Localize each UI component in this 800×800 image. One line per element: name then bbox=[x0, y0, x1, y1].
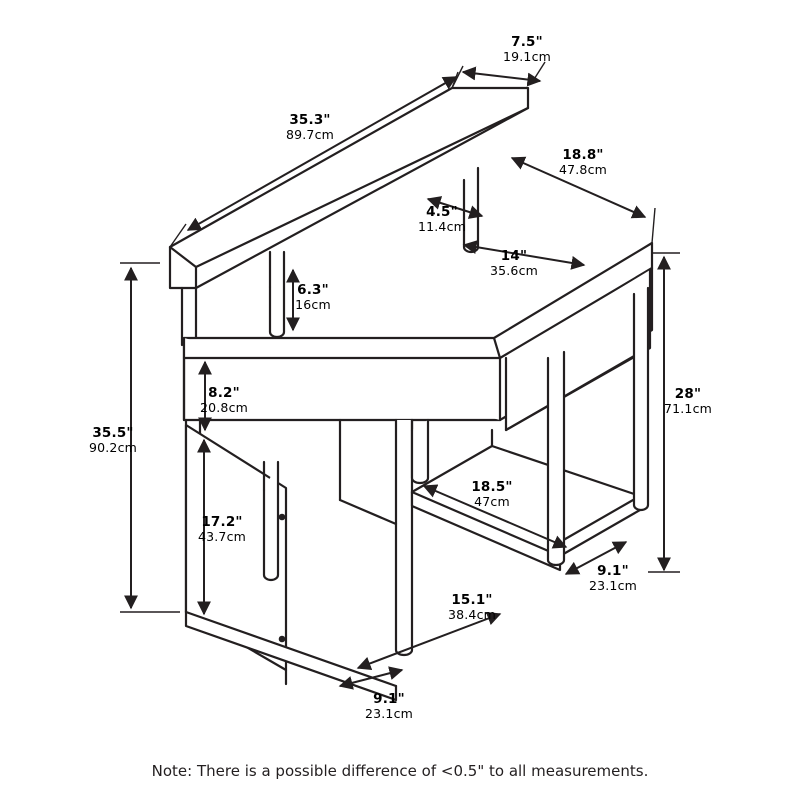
dim-imperial: 18.5" bbox=[471, 478, 513, 495]
shelf-lower-right-side bbox=[560, 496, 640, 556]
dim-label-left-shelf-clearance bbox=[198, 515, 246, 543]
dim-metric: 47.8cm bbox=[558, 161, 608, 177]
leg-center-back bbox=[412, 420, 428, 483]
shelf-bottom-left-front bbox=[186, 612, 396, 700]
dim-imperial: 6.3" bbox=[297, 281, 329, 298]
dim-imperial: 35.3" bbox=[289, 111, 331, 128]
underside-edge-left-lower bbox=[340, 500, 396, 524]
dim-metric: 71.1cm bbox=[663, 400, 713, 416]
dim-label-desktop-rear-width bbox=[490, 249, 538, 277]
dim-imperial: 8.2" bbox=[208, 384, 240, 401]
dim-imperial: 28" bbox=[674, 385, 702, 402]
dim-metric: 90.2cm bbox=[88, 439, 138, 455]
hutch-leg-mid bbox=[270, 252, 284, 337]
dim-metric: 38.4cm bbox=[447, 606, 497, 622]
measurement-note: Note: There is a possible difference of <0.5" to all measurements. bbox=[151, 762, 649, 780]
dim-metric: 19.1cm bbox=[502, 48, 552, 64]
dim-metric: 11.4cm bbox=[417, 218, 467, 234]
extline-top-shelf-width-b bbox=[452, 72, 458, 88]
dim-label-left-foot-depth bbox=[365, 692, 413, 720]
dim-label-bottom-shelf-width bbox=[448, 593, 496, 621]
dim-imperial: 9.1" bbox=[597, 562, 629, 579]
dim-imperial: 9.1" bbox=[373, 690, 405, 707]
dim-metric: 47cm bbox=[474, 493, 510, 509]
dim-label-right-foot-depth bbox=[589, 564, 637, 592]
dim-label-top-shelf-depth bbox=[503, 35, 551, 63]
dimline-top-shelf-depth bbox=[463, 72, 540, 81]
dim-metric: 23.1cm bbox=[588, 577, 638, 593]
leg-right-front bbox=[548, 352, 564, 565]
panel-screw-bottom bbox=[280, 637, 284, 641]
dimline-bottom-shelf-width bbox=[358, 614, 500, 668]
dim-imperial: 4.5" bbox=[426, 203, 458, 220]
panel-screw-top bbox=[280, 515, 284, 519]
dim-label-lower-shelf-width bbox=[471, 480, 512, 508]
dim-label-upper-shelf-clearance bbox=[200, 386, 248, 414]
dim-label-overall-height bbox=[89, 426, 137, 454]
leg-center-front bbox=[396, 420, 412, 655]
dim-label-right-side-height bbox=[664, 387, 712, 415]
dim-imperial: 15.1" bbox=[451, 591, 493, 608]
extline-desktop-depth-b bbox=[652, 208, 655, 243]
dim-label-shelf-clearance-top bbox=[295, 283, 331, 311]
dim-label-hutch-gap bbox=[418, 205, 466, 233]
dim-imperial: 14" bbox=[500, 247, 528, 264]
shelf-lower-right-back bbox=[412, 446, 640, 496]
dim-metric: 35.6cm bbox=[489, 262, 539, 278]
dim-metric: 89.7cm bbox=[285, 126, 335, 142]
dim-metric: 20.8cm bbox=[199, 399, 249, 415]
dim-imperial: 18.8" bbox=[562, 146, 604, 163]
dim-label-top-shelf-width bbox=[286, 113, 334, 141]
dim-metric: 23.1cm bbox=[364, 705, 414, 721]
shelf-bottom-left-top bbox=[186, 612, 396, 686]
dim-metric: 16cm bbox=[295, 296, 331, 312]
dim-imperial: 17.2" bbox=[201, 513, 243, 530]
dim-label-desktop-depth bbox=[559, 148, 607, 176]
dim-metric: 43.7cm bbox=[197, 528, 247, 544]
dim-imperial: 35.5" bbox=[92, 424, 134, 441]
dim-imperial: 7.5" bbox=[511, 33, 543, 50]
leg-right-back bbox=[634, 288, 648, 510]
